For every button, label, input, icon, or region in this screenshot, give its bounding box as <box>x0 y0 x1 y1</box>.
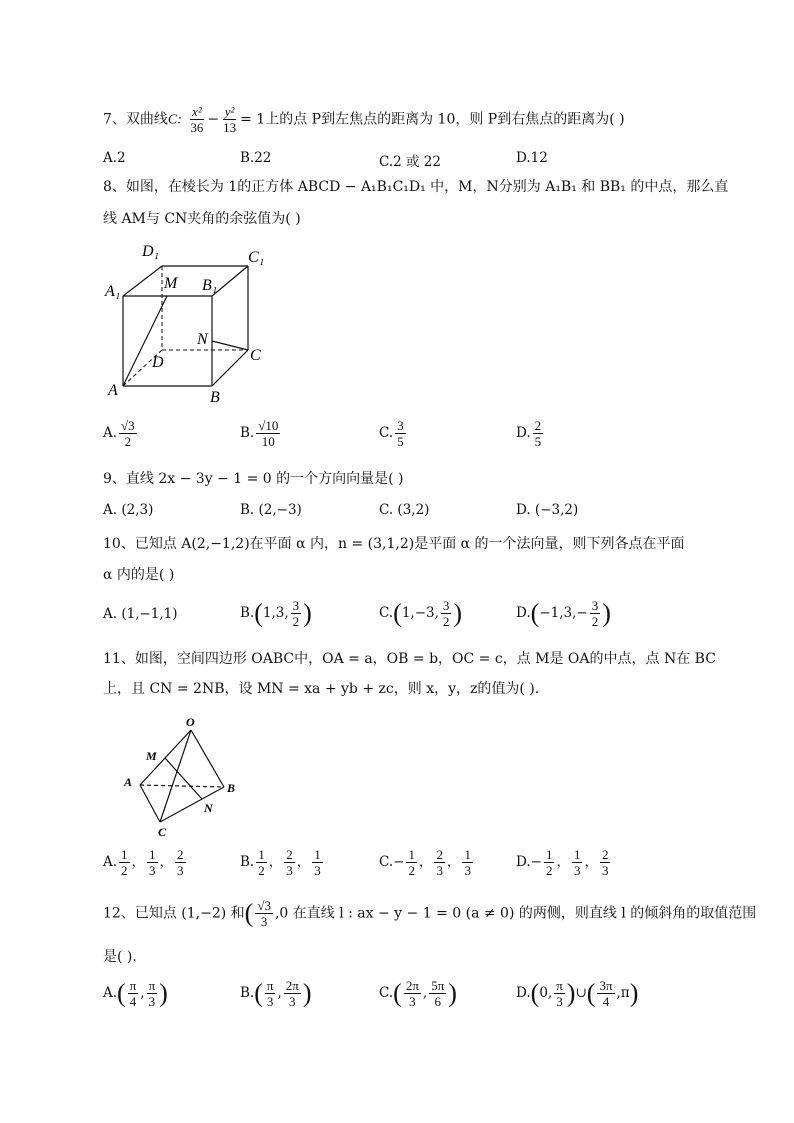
label-d: D <box>152 354 164 371</box>
question-7: 7、双曲线C: $\frac{\text{x²}}{36}$ − $\frac{\text{y²}}{13}$ = 1上的点 P到左焦点的距离为 10，则 P到右焦点的距离为( ) <box>103 104 625 135</box>
label-c: C <box>158 825 167 839</box>
label-c1: C₁ <box>248 249 265 266</box>
label-b: B <box>210 389 220 406</box>
option-b[interactable]: B. (2,−3) <box>240 502 302 518</box>
option-b[interactable]: B.( $\frac{\pi}{3}$ , $\frac{2\pi}{3}$ ) <box>240 978 312 1009</box>
question-text: 双曲线 <box>125 111 168 128</box>
label-d1: D₁ <box>142 243 160 260</box>
question-12-line2: 是( ). <box>103 949 137 965</box>
option-c[interactable]: C.− $\frac{1}{2}$ ， $\frac{2}{3}$ ， $\frac{1}{3}$ <box>379 847 471 878</box>
option-c[interactable]: C.2 或 22 <box>379 154 441 170</box>
option-b[interactable]: B. $\frac{1}{2}$ ， $\frac{2}{3}$ ， $\frac{1}{3}$ <box>240 847 321 878</box>
question-text: 上的点 P到左焦点的距离为 10，则 P到右焦点的距离为( ) <box>265 111 625 128</box>
question-11-line2: 上，且 CN = 2NB，设 MN = xa + yb + zc，则 x，y，z的值为( ). <box>103 681 540 697</box>
question-12-line1: 12、已知点 (1,−2) 和( $\frac{√3}{3}$ ,0 在直线 l : ax − y − 1 = 0 (a ≠ 0) 的两侧，则直线 l 的倾斜角的取值范围 <box>103 898 757 929</box>
question-11-line1: 11、如图，空间四边形 OABC中，OA = a，OB = b，OC = c，点 M是 OA的中点，点 N在 BC <box>103 651 716 667</box>
question-9: 9、直线 2x − 3y − 1 = 0 的一个方向向量是( ) <box>103 471 404 487</box>
option-a[interactable]: A. (1,−1,1) <box>103 606 178 622</box>
label-n: N <box>204 801 213 815</box>
option-d[interactable]: D.12 <box>516 150 548 166</box>
label-n: N <box>197 331 208 348</box>
tetrahedron-figure <box>118 712 248 840</box>
option-b[interactable]: B.(1,3, $\frac{3}{2}$ ) <box>240 598 312 629</box>
option-a[interactable]: A. (2,3) <box>103 502 154 518</box>
label-m: M <box>146 749 157 763</box>
option-d[interactable]: D.(−1,3,− $\frac{3}{2}$ ) <box>516 598 611 629</box>
question-8-line2: 线 AM与 CN夹角的余弦值为( ) <box>103 211 301 227</box>
option-a[interactable]: A. $\frac{√3}{2}$ <box>103 418 135 449</box>
option-d[interactable]: D. (−3,2) <box>516 502 579 518</box>
option-d[interactable]: D. $\frac{2}{5}$ <box>516 418 542 449</box>
option-a[interactable]: A.2 <box>103 150 126 166</box>
label-o: O <box>186 715 195 729</box>
option-c[interactable]: C.( $\frac{2\pi}{3}$ , $\frac{5\pi}{6}$ ) <box>379 978 457 1009</box>
fraction: $\frac{\text{y²}}{13}$ <box>223 104 237 135</box>
option-b[interactable]: B.22 <box>240 150 272 166</box>
option-b[interactable]: B. $\frac{√10}{10}$ <box>240 418 279 449</box>
option-d[interactable]: D.(0, $\frac{\pi}{3}$ )∪( $\frac{3\pi}{4}$ ,π) <box>516 978 639 1009</box>
label-m: M <box>164 275 178 292</box>
math-symbol: C <box>167 112 178 128</box>
question-10-line1: 10、已知点 A(2,−1,2)在平面 α 内，n = (3,1,2)是平面 α 的一个法向量，则下列各点在平面 <box>103 536 685 552</box>
cube-figure <box>100 238 280 408</box>
option-c[interactable]: C.(1,−3, $\frac{3}{2}$ ) <box>379 598 463 629</box>
question-8-line1: 8、如图，在棱长为 1的正方体 ABCD − A₁B₁C₁D₁ 中，M，N分别为 A₁B₁ 和 BB₁ 的中点，那么直 <box>103 179 729 195</box>
label-a: A <box>124 775 133 789</box>
option-c[interactable]: C. (3,2) <box>379 502 430 518</box>
equation-rhs: = 1 <box>240 111 266 128</box>
label-b: B <box>227 781 236 795</box>
option-d[interactable]: D.− $\frac{1}{2}$ ， $\frac{1}{3}$ ， $\frac{2}{3}$ <box>516 847 609 878</box>
question-number: 7、 <box>103 111 126 128</box>
question-10-line2: α 内的是( ) <box>103 567 175 583</box>
label-c: C <box>250 347 261 364</box>
label-b1: B₁ <box>202 277 218 294</box>
label-a1: A₁ <box>105 283 121 300</box>
label-a: A <box>108 382 118 399</box>
option-c[interactable]: C. $\frac{3}{5}$ <box>379 418 404 449</box>
option-a[interactable]: A. $\frac{1}{2}$ ， $\frac{1}{3}$ ， $\frac{2}{3}$ <box>103 847 184 878</box>
fraction: $\frac{\text{x²}}{36}$ <box>190 104 204 135</box>
option-a[interactable]: A.( $\frac{\pi}{4}$ , $\frac{\pi}{3}$ ) <box>103 978 168 1009</box>
